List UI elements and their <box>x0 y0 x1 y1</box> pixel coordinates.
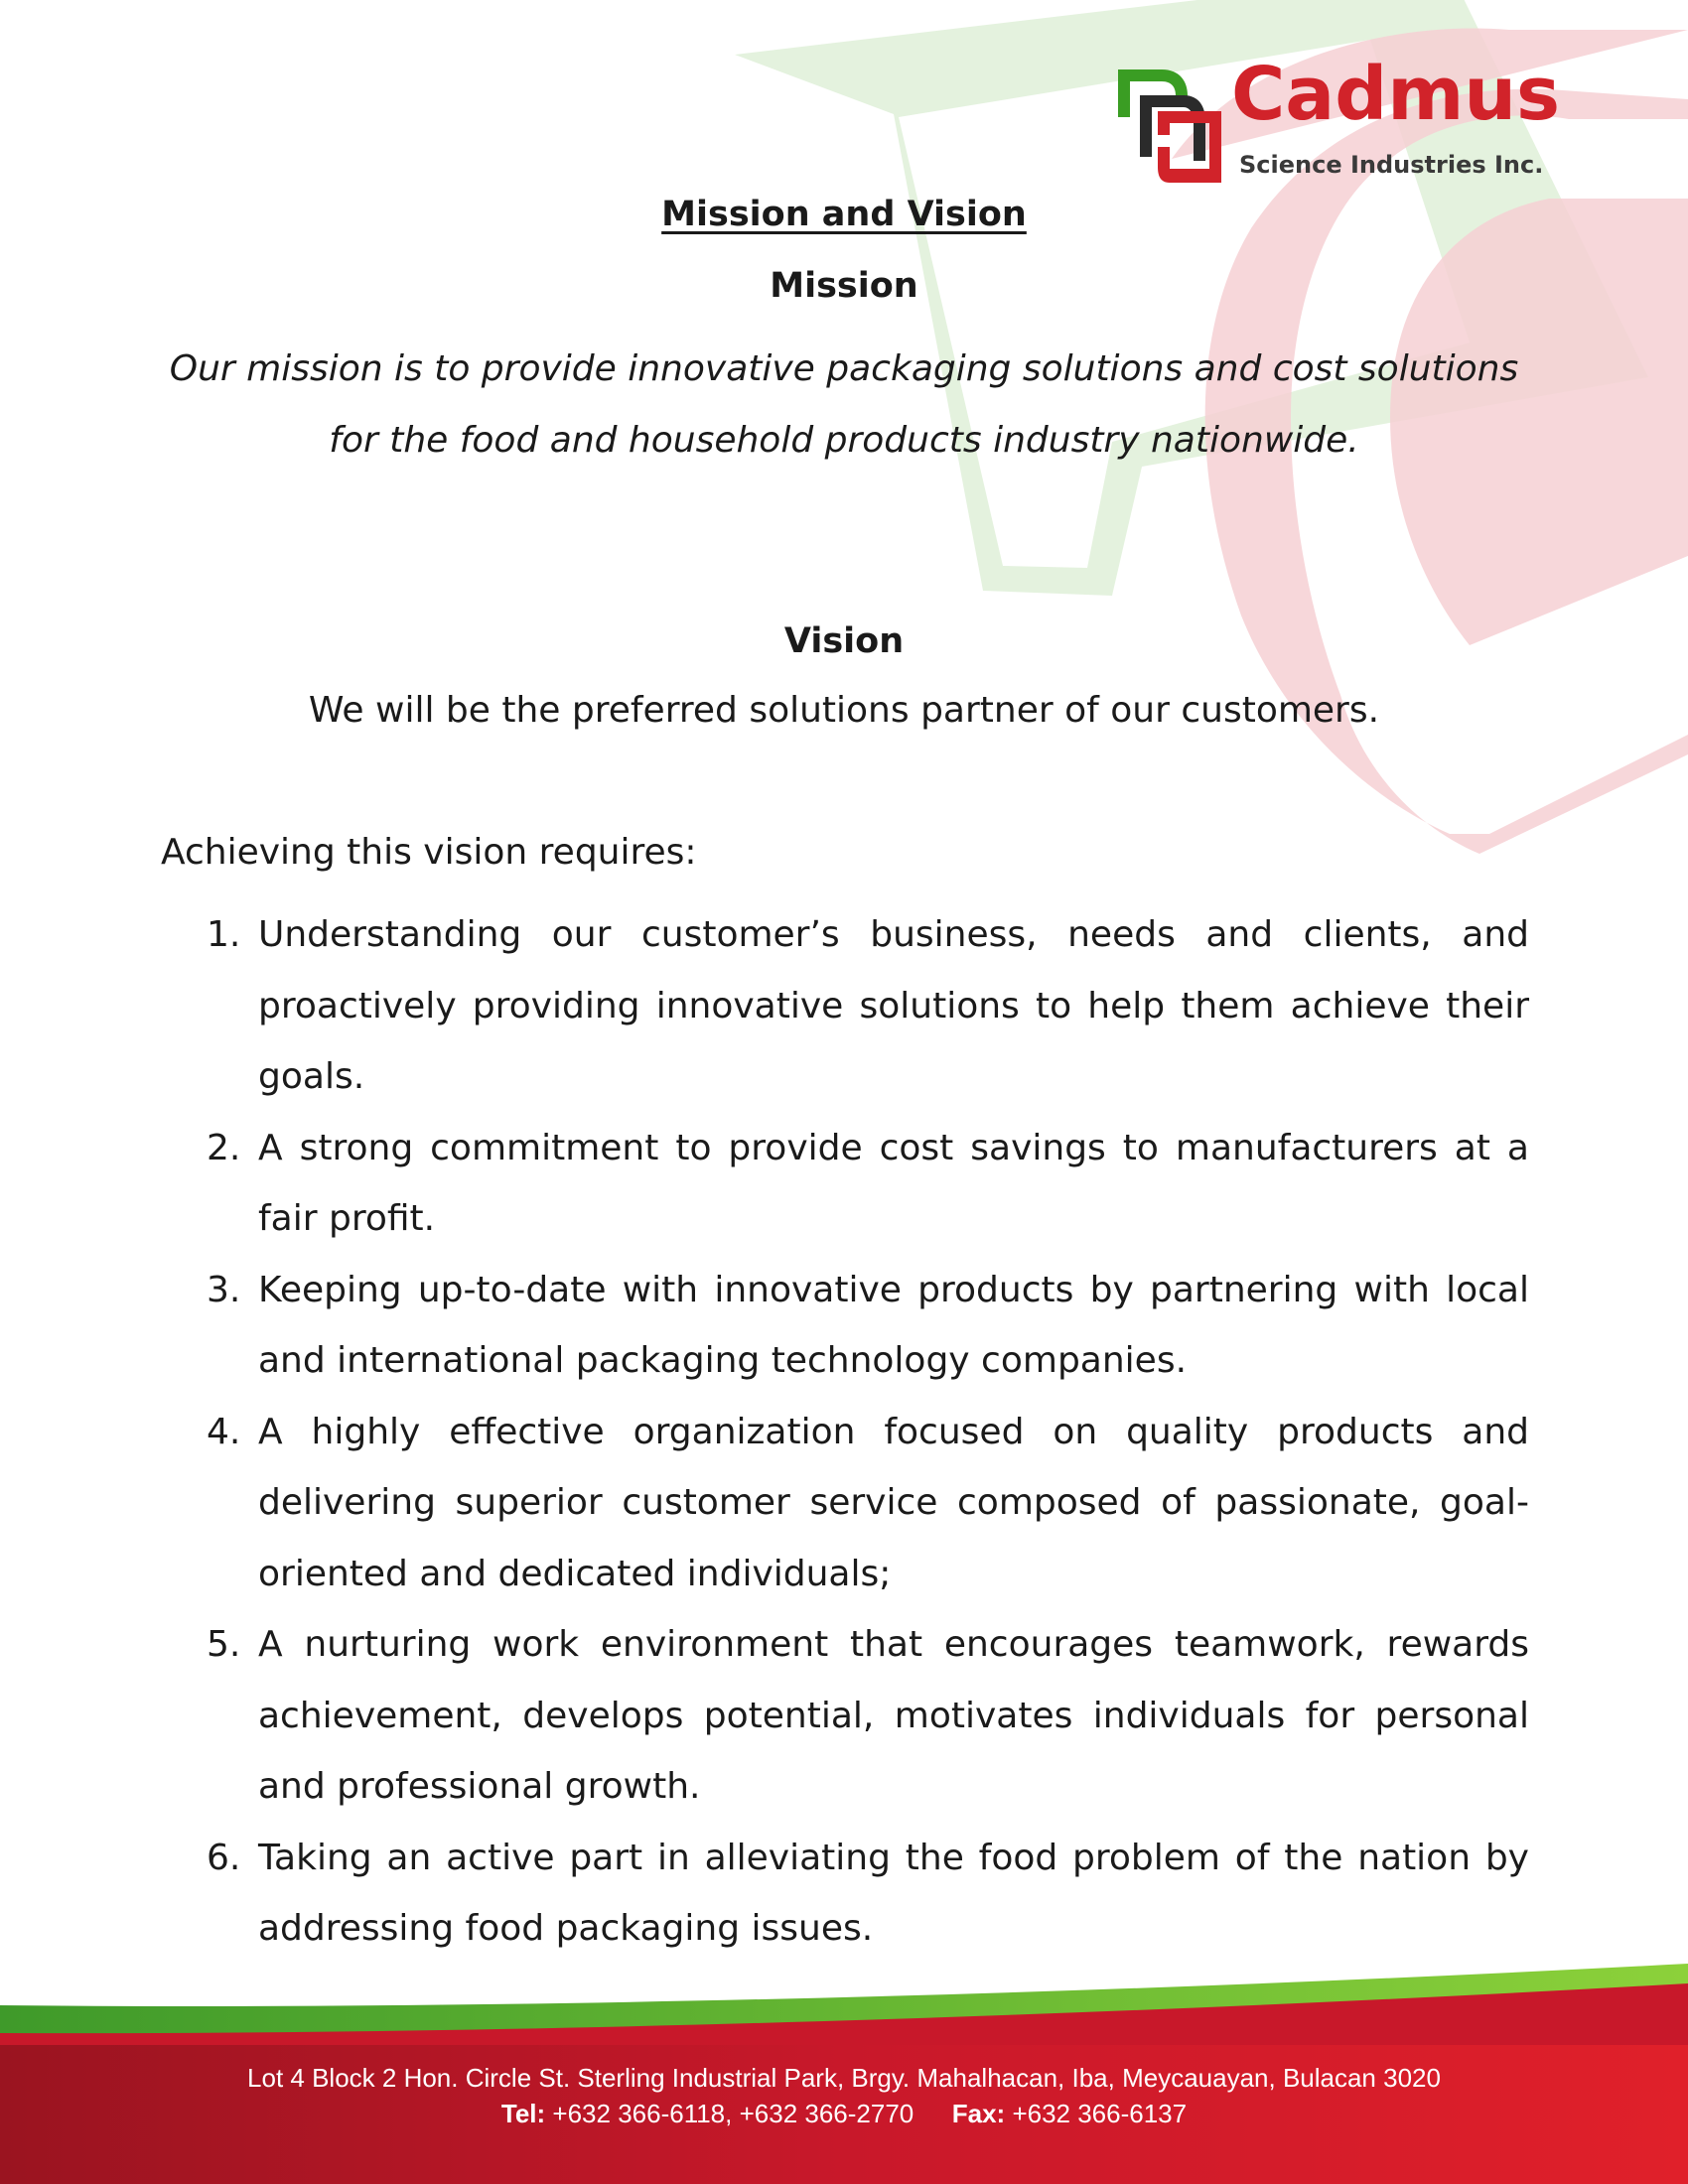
list-item <box>161 1113 1529 1255</box>
list-item-text: A highly effective organization focused on quality products and delivering superior customer service composed of passionate, goal-oriented and dedicated individuals; <box>258 1411 1529 1594</box>
list-item-text: A nurturing work environment that encourages teamwork, rewards achievement, develops potential, motivates individuals for personal and professional growth. <box>258 1624 1529 1807</box>
page-title: Mission and Vision <box>661 195 1027 234</box>
requirements-intro: Achieving this vision requires: <box>161 832 697 873</box>
footer-contact <box>0 2099 1688 2129</box>
list-item-text: Taking an active part in alleviating the food problem of the nation by addressing food packaging issues. <box>258 1837 1529 1949</box>
list-item-text: Understanding our customer’s business, needs and clients, and proactively providing innovative solutions to help them achieve their goals. <box>258 914 1529 1097</box>
fax-value: +632 366-6137 <box>1012 2099 1188 2128</box>
footer-wave-decoration <box>0 1946 1688 2055</box>
list-item-number: 1. <box>207 914 241 955</box>
list-item <box>161 1397 1529 1610</box>
mission-heading: Mission <box>770 266 918 306</box>
list-item-text: Keeping up-to-date with innovative products by partnering with local and international packaging technology companies. <box>258 1269 1529 1381</box>
list-item-number: 5. <box>207 1624 241 1665</box>
list-item-text: A strong commitment to provide cost savings to manufacturers at a fair profit. <box>258 1127 1529 1239</box>
list-item <box>161 1609 1529 1823</box>
list-item <box>161 899 1529 1113</box>
tel-value: +632 366-6118, +632 366-2770 <box>552 2099 914 2128</box>
requirements-list <box>161 899 1529 1965</box>
logo-subtitle: Science Industries Inc. <box>1239 151 1544 179</box>
list-item-number: 6. <box>207 1837 241 1878</box>
logo-name: Cadmus <box>1231 52 1561 137</box>
vision-heading: Vision <box>783 621 905 661</box>
list-item <box>161 1255 1529 1397</box>
list-item-number: 3. <box>207 1269 241 1310</box>
list-item <box>161 1823 1529 1965</box>
mission-text: Our mission is to provide innovative packaging solutions and cost solutions for the food and household products industry nationwide. <box>169 348 1519 461</box>
fax-label: Fax: <box>951 2099 1006 2128</box>
cadmus-logo-icon <box>1114 66 1233 185</box>
footer <box>0 2045 1688 2184</box>
company-logo <box>1114 52 1561 185</box>
list-item-number: 4. <box>207 1411 241 1452</box>
list-item-number: 2. <box>207 1127 241 1168</box>
vision-text: We will be the preferred solutions partner of our customers. <box>308 690 1380 731</box>
footer-address: Lot 4 Block 2 Hon. Circle St. Sterling Industrial Park, Brgy. Mahalhacan, Iba, Meycauayan, Bulacan 3020 <box>247 2063 1441 2093</box>
tel-label: Tel: <box>500 2099 546 2128</box>
